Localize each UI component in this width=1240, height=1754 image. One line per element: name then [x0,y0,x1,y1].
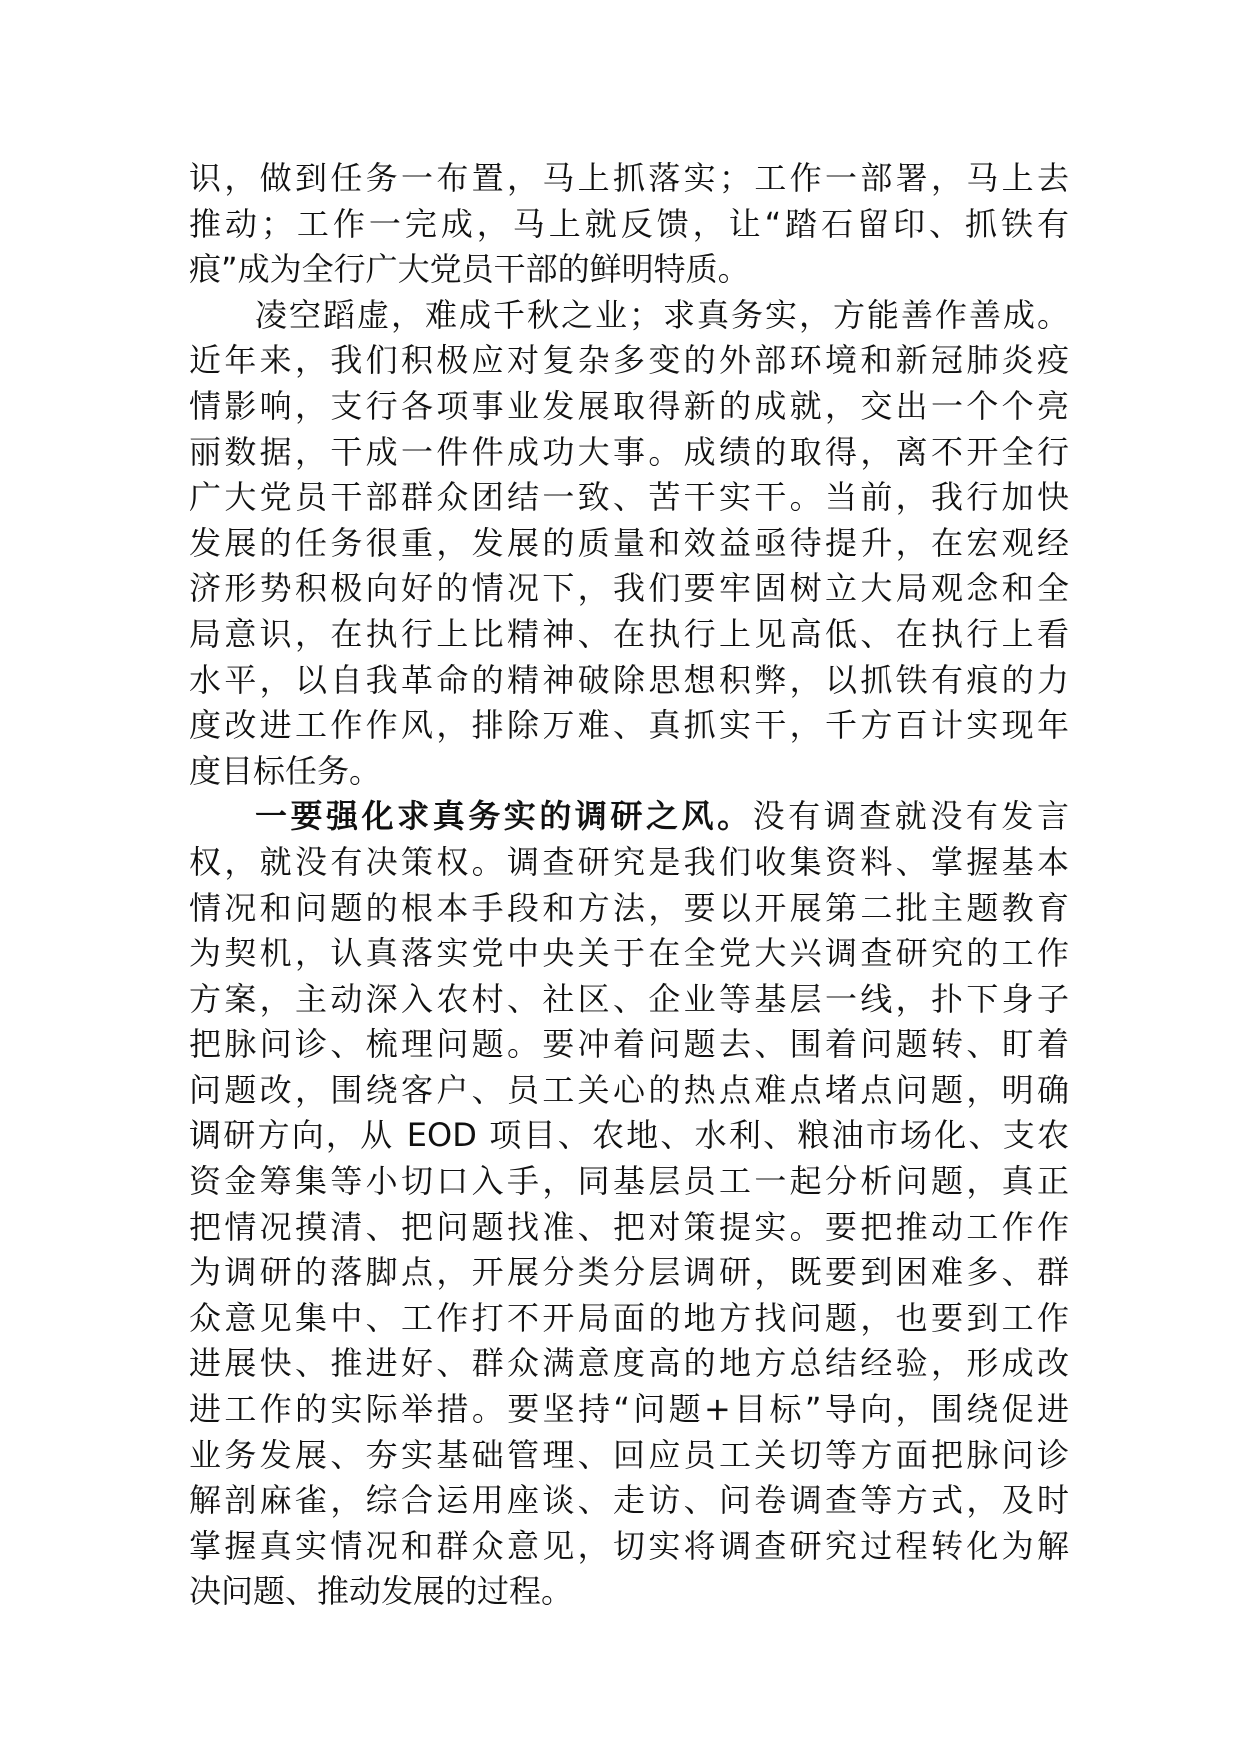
text-line: 度改进工作作风，排除万难、真抓实干，千方百计实现年 [189,706,1069,745]
text-line: 局意识，在执行上比精神、在执行上见高低、在执行上看 [189,614,1069,653]
paragraph-first-line [189,794,1069,840]
text-line: 丽数据，干成一件件成功大事。成绩的取得，离不开全行 [189,432,1069,471]
text-line: 推动；工作一完成，马上就反馈，让“踏石留印、抓铁有 [189,204,1069,243]
text-line: 掌握真实情况和群众意见，切实将调查研究过程转化为解 [189,1526,1069,1565]
text-line: 把脉问诊、梳理问题。要冲着问题去、围着问题转、盯着 [189,1025,1069,1064]
text-line: 度目标任务。 [189,751,382,790]
text-line: 进工作的实际举措。要坚持“问题+目标”导向，围绕促进 [189,1390,1069,1429]
text-run: 没有调查就没有发言 [752,797,1069,836]
text-line: 把情况摸清、把问题找准、把对策提实。要把推动工作作 [189,1207,1069,1246]
text-line: 方案，主动深入农村、社区、企业等基层一线，扑下身子 [189,979,1069,1018]
paragraph-first-line: 凌空蹈虚，难成千秋之业；求真务实，方能善作善成。 [255,295,1069,334]
text-line: 问题改，围绕客户、员工关心的热点难点堵点问题，明确 [189,1070,1069,1109]
text-line: 近年来，我们积极应对复杂多变的外部环境和新冠肺炎疫 [189,341,1069,380]
text-line: 资金筹集等小切口入手，同基层员工一起分析问题，真正 [189,1162,1069,1201]
text-line: 调研方向，从 EOD 项目、农地、水利、粮油市场化、支农 [189,1116,1069,1155]
text-line: 水平，以自我革命的精神破除思想积弊，以抓铁有痕的力 [189,660,1069,699]
text-line: 发展的任务很重，发展的质量和效益亟待提升，在宏观经 [189,523,1069,562]
section-heading: 一要强化求真务实的调研之风。 [255,797,753,836]
text-line: 为契机，认真落实党中央关于在全党大兴调查研究的工作 [189,934,1069,973]
text-line: 权，就没有决策权。调查研究是我们收集资料、掌握基本 [189,842,1069,881]
text-line: 业务发展、夯实基础管理、回应员工关切等方面把脉问诊 [189,1435,1069,1474]
body-text [189,156,1069,1615]
text-line: 众意见集中、工作打不开局面的地方找问题，也要到工作 [189,1298,1069,1337]
text-line: 为调研的落脚点，开展分类分层调研，既要到困难多、群 [189,1253,1069,1292]
text-line: 解剖麻雀，综合运用座谈、走访、问卷调查等方式，及时 [189,1481,1069,1520]
text-line: 广大党员干部群众团结一致、苦干实干。当前，我行加快 [189,478,1069,517]
text-line: 情影响，支行各项事业发展取得新的成就，交出一个个亮 [189,386,1069,425]
text-line: 济形势积极向好的情况下，我们要牢固树立大局观念和全 [189,569,1069,608]
text-line: 进展快、推进好、群众满意度高的地方总结经验，形成改 [189,1344,1069,1383]
text-line: 痕”成为全行广大党员干部的鲜明特质。 [189,250,750,289]
text-line: 情况和问题的根本手段和方法，要以开展第二批主题教育 [189,888,1069,927]
text-line: 决问题、推动发展的过程。 [189,1572,574,1611]
text-line: 识，做到任务一布置，马上抓落实；工作一部署，马上去 [189,159,1069,197]
